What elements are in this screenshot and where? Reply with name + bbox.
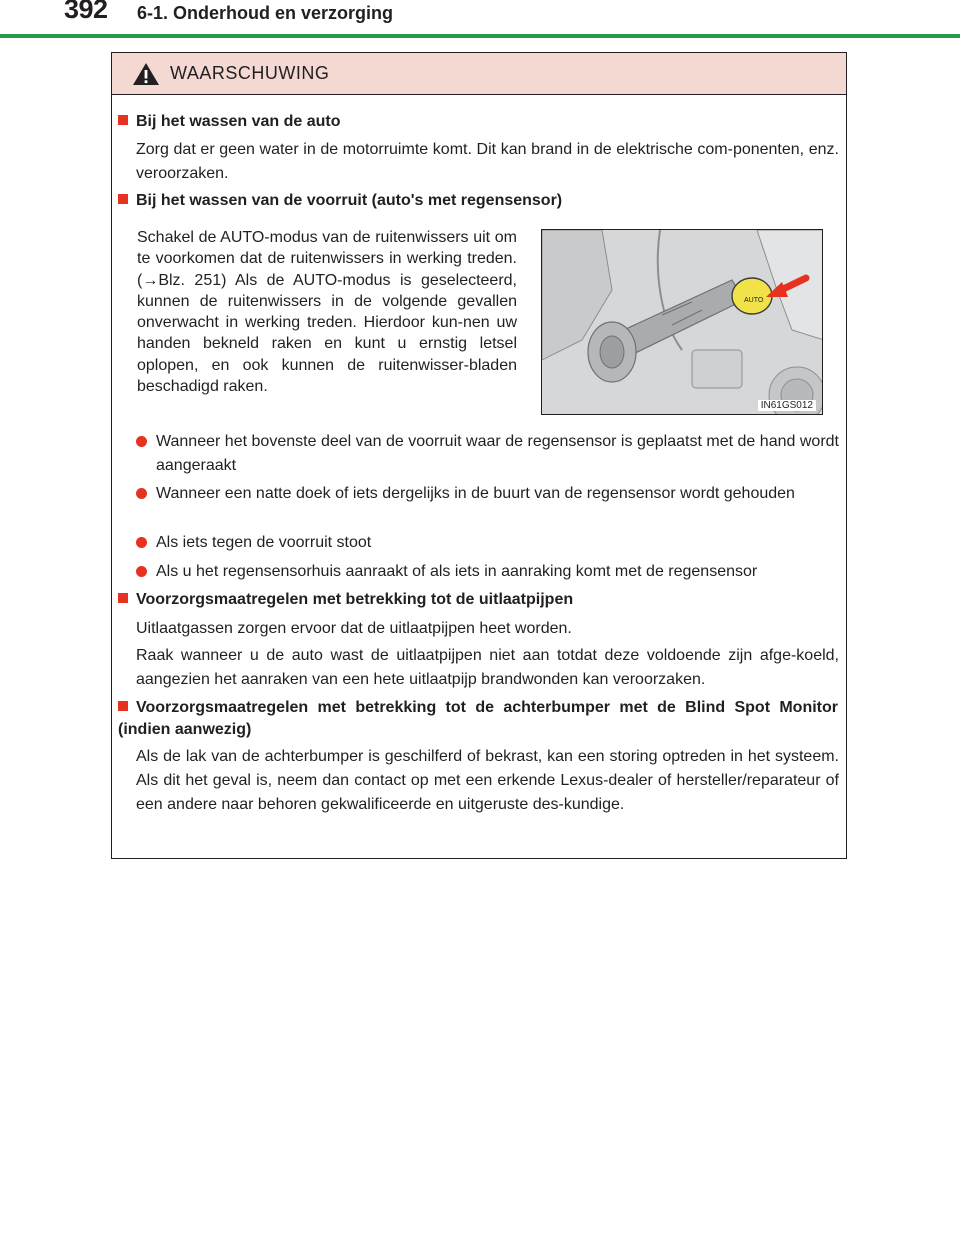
section-heading-exhaust (118, 589, 573, 611)
heading-text: Bij het wassen van de voorruit (auto's met regensensor) (136, 192, 563, 209)
warning-header (112, 53, 846, 95)
square-bullet-icon (118, 701, 128, 711)
list-item: Wanneer het bovenste deel van de voorruit waar de regensensor is geplaatst met de hand wordt aangeraakt (136, 430, 839, 478)
paragraph-auto-mode: Schakel de AUTO-modus van de ruitenwissers uit om te voorkomen dat de ruitenwissers in werking treden. (→Blz. 251) Als de AUTO-modus is geselecteerd, kunnen de ruitenwissers in de volgende gevallen onverwacht in werking treden. Hierdoor kun-nen uw handen bekneld raken en kunt u ernstig letsel oplopen, en ook kunnen de ruitenwisser-bladen beschadigd raken. (137, 229, 517, 396)
section-title: 6-1. Onderhoud en verzorging (137, 3, 394, 23)
list-item: Als iets tegen de voorruit stoot (136, 531, 839, 555)
paragraph-exhaust-burns: Raak wanneer u de auto wast de uitlaatpijpen niet aan totdat deze voldoende zijn afge-koeld, aangezien het aanraken van een hete uitlaatpijp brandwonden kan veroorzaken. (136, 647, 839, 688)
list-item: Als u het regensensorhuis aanraakt of als iets in aanraking komt met de regensensor (136, 560, 839, 584)
figure-code: IN61GS012 (758, 400, 816, 411)
warning-title: WAARSCHUWING (170, 63, 330, 83)
paragraph-engine-water: Zorg dat er geen water in de motorruimte komt. Dit kan brand in de elektrische com-ponenten, enz. veroorzaken. (136, 141, 839, 182)
round-bullet-icon (136, 436, 147, 447)
section-heading-windshield (118, 190, 562, 212)
square-bullet-icon (118, 115, 128, 125)
square-bullet-icon (118, 194, 128, 204)
square-bullet-icon (118, 593, 128, 603)
warning-triangle-icon (132, 62, 160, 86)
section-heading-washing-car (118, 111, 341, 133)
wiper-lever-illustration (541, 229, 823, 415)
paragraph-bumper-paint: Als de lak van de achterbumper is geschilferd of bekrast, kan een storing optreden in het systeem. Als dit het geval is, neem dan contact op met een erkende Lexus-dealer of hersteller/reparateur of een andere naar behoren gekwalificeerde en uitgeruste des-kundige. (136, 748, 839, 813)
heading-text: Bij het wassen van de auto (136, 113, 341, 130)
round-bullet-icon (136, 566, 147, 577)
paragraph-exhaust-hot: Uitlaatgassen zorgen ervoor dat de uitlaatpijpen heet worden. (136, 620, 572, 637)
header-rule (0, 34, 960, 38)
heading-text: Voorzorgsmaatregelen met betrekking tot de achterbumper met de Blind Spot Monitor (indien aanwezig) (118, 699, 838, 738)
heading-text: Voorzorgsmaatregelen met betrekking tot de uitlaatpijpen (136, 591, 574, 608)
section-heading-bumper (118, 697, 838, 741)
wiper-lever-drawing (542, 230, 823, 415)
round-bullet-icon (136, 537, 147, 548)
list-item: Wanneer een natte doek of iets dergelijks in de buurt van de regensensor wordt gehouden (136, 482, 839, 506)
page-number: 392 (64, 0, 108, 24)
auto-label: AUTO (744, 297, 764, 304)
round-bullet-icon (136, 488, 147, 499)
